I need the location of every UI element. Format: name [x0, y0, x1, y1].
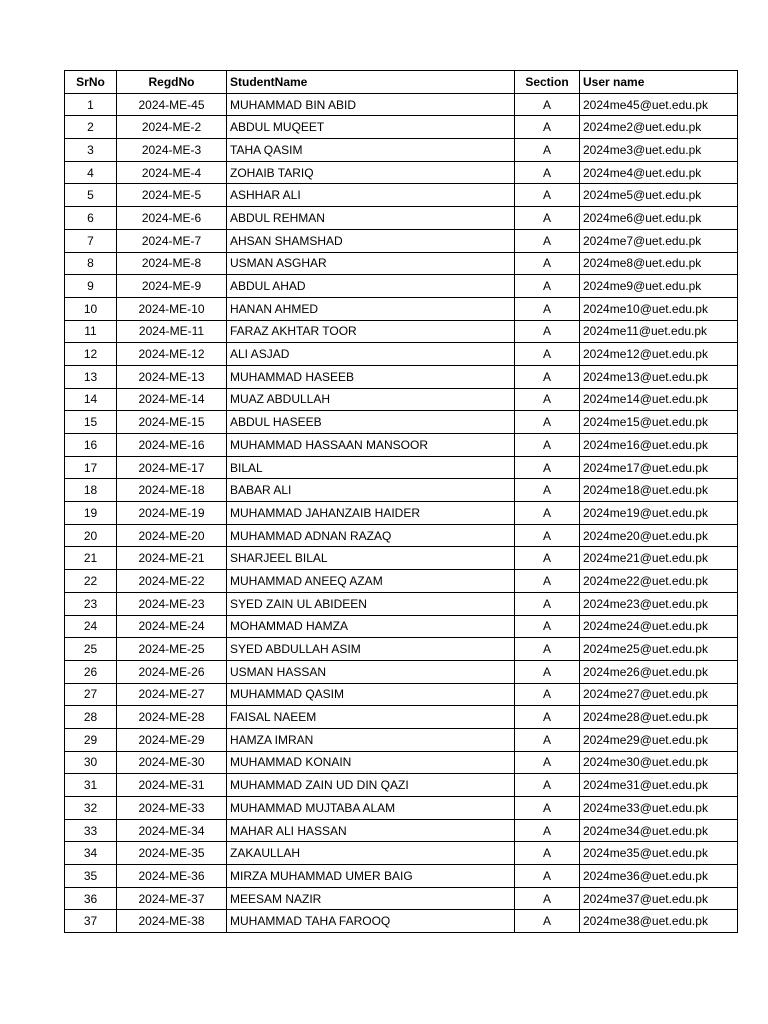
cell-student-name: ZAKAULLAH [227, 842, 515, 865]
cell-regdno: 2024-ME-12 [117, 343, 227, 366]
table-row [65, 751, 738, 774]
cell-srno: 31 [65, 774, 117, 797]
cell-user-name: 2024me27@uet.edu.pk [580, 683, 738, 706]
table-row [65, 93, 738, 116]
cell-srno: 15 [65, 411, 117, 434]
cell-regdno: 2024-ME-31 [117, 774, 227, 797]
cell-regdno: 2024-ME-29 [117, 728, 227, 751]
cell-user-name: 2024me36@uet.edu.pk [580, 865, 738, 888]
cell-regdno: 2024-ME-24 [117, 615, 227, 638]
cell-section: A [515, 388, 580, 411]
table-row [65, 638, 738, 661]
cell-student-name: MAHAR ALI HASSAN [227, 819, 515, 842]
cell-srno: 37 [65, 910, 117, 933]
cell-section: A [515, 524, 580, 547]
table-row [65, 728, 738, 751]
cell-student-name: ABDUL HASEEB [227, 411, 515, 434]
cell-regdno: 2024-ME-30 [117, 751, 227, 774]
cell-student-name: ASHHAR ALI [227, 184, 515, 207]
cell-section: A [515, 774, 580, 797]
cell-regdno: 2024-ME-26 [117, 660, 227, 683]
cell-srno: 36 [65, 887, 117, 910]
cell-student-name: SYED ABDULLAH ASIM [227, 638, 515, 661]
table-row [65, 434, 738, 457]
cell-user-name: 2024me38@uet.edu.pk [580, 910, 738, 933]
cell-section: A [515, 706, 580, 729]
cell-section: A [515, 434, 580, 457]
cell-student-name: MUHAMMAD TAHA FAROOQ [227, 910, 515, 933]
table-row [65, 139, 738, 162]
cell-section: A [515, 865, 580, 888]
cell-regdno: 2024-ME-10 [117, 297, 227, 320]
cell-student-name: MUHAMMAD ANEEQ AZAM [227, 570, 515, 593]
cell-user-name: 2024me5@uet.edu.pk [580, 184, 738, 207]
cell-section: A [515, 592, 580, 615]
student-roster-sheet [64, 70, 738, 933]
cell-regdno: 2024-ME-6 [117, 207, 227, 230]
cell-section: A [515, 320, 580, 343]
cell-regdno: 2024-ME-15 [117, 411, 227, 434]
table-row [65, 819, 738, 842]
cell-srno: 2 [65, 116, 117, 139]
table-row [65, 797, 738, 820]
table-row [65, 365, 738, 388]
cell-user-name: 2024me29@uet.edu.pk [580, 728, 738, 751]
cell-regdno: 2024-ME-13 [117, 365, 227, 388]
table-row [65, 116, 738, 139]
cell-student-name: MEESAM NAZIR [227, 887, 515, 910]
cell-user-name: 2024me34@uet.edu.pk [580, 819, 738, 842]
cell-user-name: 2024me3@uet.edu.pk [580, 139, 738, 162]
cell-srno: 29 [65, 728, 117, 751]
cell-section: A [515, 683, 580, 706]
cell-srno: 14 [65, 388, 117, 411]
cell-srno: 18 [65, 479, 117, 502]
cell-srno: 13 [65, 365, 117, 388]
cell-student-name: MOHAMMAD HAMZA [227, 615, 515, 638]
cell-student-name: ABDUL AHAD [227, 275, 515, 298]
cell-regdno: 2024-ME-9 [117, 275, 227, 298]
cell-section: A [515, 887, 580, 910]
cell-student-name: SYED ZAIN UL ABIDEEN [227, 592, 515, 615]
cell-section: A [515, 638, 580, 661]
cell-regdno: 2024-ME-27 [117, 683, 227, 706]
cell-regdno: 2024-ME-18 [117, 479, 227, 502]
cell-user-name: 2024me33@uet.edu.pk [580, 797, 738, 820]
cell-section: A [515, 842, 580, 865]
table-row [65, 184, 738, 207]
cell-user-name: 2024me28@uet.edu.pk [580, 706, 738, 729]
cell-section: A [515, 93, 580, 116]
cell-section: A [515, 751, 580, 774]
cell-section: A [515, 797, 580, 820]
cell-regdno: 2024-ME-35 [117, 842, 227, 865]
header-row [65, 71, 738, 94]
cell-user-name: 2024me31@uet.edu.pk [580, 774, 738, 797]
table-row [65, 161, 738, 184]
cell-user-name: 2024me30@uet.edu.pk [580, 751, 738, 774]
cell-student-name: ALI ASJAD [227, 343, 515, 366]
table-row [65, 343, 738, 366]
table-row [65, 479, 738, 502]
cell-section: A [515, 615, 580, 638]
cell-user-name: 2024me37@uet.edu.pk [580, 887, 738, 910]
cell-srno: 7 [65, 229, 117, 252]
cell-user-name: 2024me35@uet.edu.pk [580, 842, 738, 865]
cell-user-name: 2024me7@uet.edu.pk [580, 229, 738, 252]
cell-srno: 22 [65, 570, 117, 593]
cell-srno: 21 [65, 547, 117, 570]
cell-srno: 3 [65, 139, 117, 162]
cell-srno: 6 [65, 207, 117, 230]
cell-user-name: 2024me20@uet.edu.pk [580, 524, 738, 547]
table-row [65, 502, 738, 525]
table-row [65, 774, 738, 797]
cell-student-name: MUHAMMAD HASSAAN MANSOOR [227, 434, 515, 457]
cell-user-name: 2024me19@uet.edu.pk [580, 502, 738, 525]
table-row [65, 706, 738, 729]
cell-srno: 8 [65, 252, 117, 275]
cell-student-name: MUHAMMAD BIN ABID [227, 93, 515, 116]
table-row [65, 683, 738, 706]
cell-section: A [515, 184, 580, 207]
cell-regdno: 2024-ME-17 [117, 456, 227, 479]
table-row [65, 592, 738, 615]
cell-student-name: MUHAMMAD HASEEB [227, 365, 515, 388]
cell-section: A [515, 275, 580, 298]
table-row [65, 207, 738, 230]
cell-regdno: 2024-ME-20 [117, 524, 227, 547]
cell-student-name: MUHAMMAD ADNAN RAZAQ [227, 524, 515, 547]
cell-student-name: BILAL [227, 456, 515, 479]
cell-user-name: 2024me18@uet.edu.pk [580, 479, 738, 502]
cell-user-name: 2024me14@uet.edu.pk [580, 388, 738, 411]
cell-srno: 32 [65, 797, 117, 820]
header-srno: SrNo [65, 71, 117, 94]
cell-section: A [515, 819, 580, 842]
cell-user-name: 2024me6@uet.edu.pk [580, 207, 738, 230]
cell-section: A [515, 297, 580, 320]
cell-student-name: SHARJEEL BILAL [227, 547, 515, 570]
cell-srno: 27 [65, 683, 117, 706]
cell-regdno: 2024-ME-5 [117, 184, 227, 207]
cell-regdno: 2024-ME-25 [117, 638, 227, 661]
table-row [65, 229, 738, 252]
cell-student-name: MUHAMMAD QASIM [227, 683, 515, 706]
cell-regdno: 2024-ME-2 [117, 116, 227, 139]
cell-student-name: AHSAN SHAMSHAD [227, 229, 515, 252]
cell-student-name: MUHAMMAD KONAIN [227, 751, 515, 774]
cell-srno: 26 [65, 660, 117, 683]
cell-user-name: 2024me26@uet.edu.pk [580, 660, 738, 683]
cell-srno: 35 [65, 865, 117, 888]
cell-regdno: 2024-ME-11 [117, 320, 227, 343]
cell-student-name: HAMZA IMRAN [227, 728, 515, 751]
cell-regdno: 2024-ME-36 [117, 865, 227, 888]
cell-section: A [515, 161, 580, 184]
cell-srno: 23 [65, 592, 117, 615]
cell-section: A [515, 910, 580, 933]
cell-section: A [515, 570, 580, 593]
cell-student-name: MUHAMMAD JAHANZAIB HAIDER [227, 502, 515, 525]
table-body [65, 93, 738, 932]
cell-user-name: 2024me11@uet.edu.pk [580, 320, 738, 343]
cell-section: A [515, 479, 580, 502]
table-row [65, 842, 738, 865]
cell-student-name: HANAN AHMED [227, 297, 515, 320]
header-regdno: RegdNo [117, 71, 227, 94]
cell-regdno: 2024-ME-16 [117, 434, 227, 457]
cell-section: A [515, 660, 580, 683]
table-row [65, 865, 738, 888]
cell-student-name: USMAN ASGHAR [227, 252, 515, 275]
cell-user-name: 2024me45@uet.edu.pk [580, 93, 738, 116]
cell-regdno: 2024-ME-7 [117, 229, 227, 252]
cell-section: A [515, 343, 580, 366]
cell-user-name: 2024me13@uet.edu.pk [580, 365, 738, 388]
cell-user-name: 2024me4@uet.edu.pk [580, 161, 738, 184]
cell-srno: 19 [65, 502, 117, 525]
cell-student-name: ABDUL REHMAN [227, 207, 515, 230]
cell-srno: 12 [65, 343, 117, 366]
table-row [65, 275, 738, 298]
cell-srno: 20 [65, 524, 117, 547]
cell-section: A [515, 139, 580, 162]
cell-srno: 5 [65, 184, 117, 207]
table-row [65, 887, 738, 910]
table-row [65, 388, 738, 411]
cell-srno: 28 [65, 706, 117, 729]
table-row [65, 660, 738, 683]
table-row [65, 910, 738, 933]
cell-srno: 1 [65, 93, 117, 116]
cell-student-name: ABDUL MUQEET [227, 116, 515, 139]
table-row [65, 524, 738, 547]
table-row [65, 411, 738, 434]
cell-user-name: 2024me8@uet.edu.pk [580, 252, 738, 275]
cell-srno: 24 [65, 615, 117, 638]
cell-user-name: 2024me21@uet.edu.pk [580, 547, 738, 570]
cell-regdno: 2024-ME-38 [117, 910, 227, 933]
cell-regdno: 2024-ME-4 [117, 161, 227, 184]
table-header [65, 71, 738, 94]
header-section: Section [515, 71, 580, 94]
cell-student-name: BABAR ALI [227, 479, 515, 502]
cell-regdno: 2024-ME-21 [117, 547, 227, 570]
cell-user-name: 2024me23@uet.edu.pk [580, 592, 738, 615]
cell-regdno: 2024-ME-23 [117, 592, 227, 615]
header-user-name: User name [580, 71, 738, 94]
cell-regdno: 2024-ME-22 [117, 570, 227, 593]
cell-student-name: ZOHAIB TARIQ [227, 161, 515, 184]
cell-regdno: 2024-ME-33 [117, 797, 227, 820]
cell-srno: 9 [65, 275, 117, 298]
cell-student-name: MUHAMMAD MUJTABA ALAM [227, 797, 515, 820]
cell-srno: 17 [65, 456, 117, 479]
cell-section: A [515, 252, 580, 275]
cell-regdno: 2024-ME-45 [117, 93, 227, 116]
cell-section: A [515, 502, 580, 525]
student-roster-table [64, 70, 738, 933]
cell-srno: 4 [65, 161, 117, 184]
cell-section: A [515, 728, 580, 751]
table-row [65, 615, 738, 638]
table-row [65, 547, 738, 570]
cell-user-name: 2024me25@uet.edu.pk [580, 638, 738, 661]
cell-user-name: 2024me16@uet.edu.pk [580, 434, 738, 457]
cell-regdno: 2024-ME-34 [117, 819, 227, 842]
cell-section: A [515, 456, 580, 479]
cell-user-name: 2024me17@uet.edu.pk [580, 456, 738, 479]
cell-user-name: 2024me22@uet.edu.pk [580, 570, 738, 593]
table-row [65, 570, 738, 593]
cell-regdno: 2024-ME-14 [117, 388, 227, 411]
cell-user-name: 2024me12@uet.edu.pk [580, 343, 738, 366]
cell-srno: 10 [65, 297, 117, 320]
cell-user-name: 2024me24@uet.edu.pk [580, 615, 738, 638]
cell-student-name: FARAZ AKHTAR TOOR [227, 320, 515, 343]
table-row [65, 252, 738, 275]
cell-regdno: 2024-ME-28 [117, 706, 227, 729]
cell-section: A [515, 229, 580, 252]
cell-student-name: FAISAL NAEEM [227, 706, 515, 729]
cell-section: A [515, 547, 580, 570]
header-student-name: StudentName [227, 71, 515, 94]
cell-regdno: 2024-ME-8 [117, 252, 227, 275]
cell-user-name: 2024me15@uet.edu.pk [580, 411, 738, 434]
cell-section: A [515, 365, 580, 388]
table-row [65, 297, 738, 320]
cell-student-name: MUHAMMAD ZAIN UD DIN QAZI [227, 774, 515, 797]
cell-student-name: MUAZ ABDULLAH [227, 388, 515, 411]
cell-student-name: TAHA QASIM [227, 139, 515, 162]
cell-user-name: 2024me2@uet.edu.pk [580, 116, 738, 139]
cell-regdno: 2024-ME-19 [117, 502, 227, 525]
cell-srno: 11 [65, 320, 117, 343]
cell-srno: 25 [65, 638, 117, 661]
cell-regdno: 2024-ME-3 [117, 139, 227, 162]
cell-srno: 34 [65, 842, 117, 865]
cell-user-name: 2024me9@uet.edu.pk [580, 275, 738, 298]
cell-user-name: 2024me10@uet.edu.pk [580, 297, 738, 320]
cell-section: A [515, 116, 580, 139]
table-row [65, 456, 738, 479]
cell-regdno: 2024-ME-37 [117, 887, 227, 910]
cell-section: A [515, 411, 580, 434]
table-row [65, 320, 738, 343]
cell-srno: 33 [65, 819, 117, 842]
cell-section: A [515, 207, 580, 230]
cell-srno: 30 [65, 751, 117, 774]
cell-student-name: USMAN HASSAN [227, 660, 515, 683]
cell-srno: 16 [65, 434, 117, 457]
cell-student-name: MIRZA MUHAMMAD UMER BAIG [227, 865, 515, 888]
